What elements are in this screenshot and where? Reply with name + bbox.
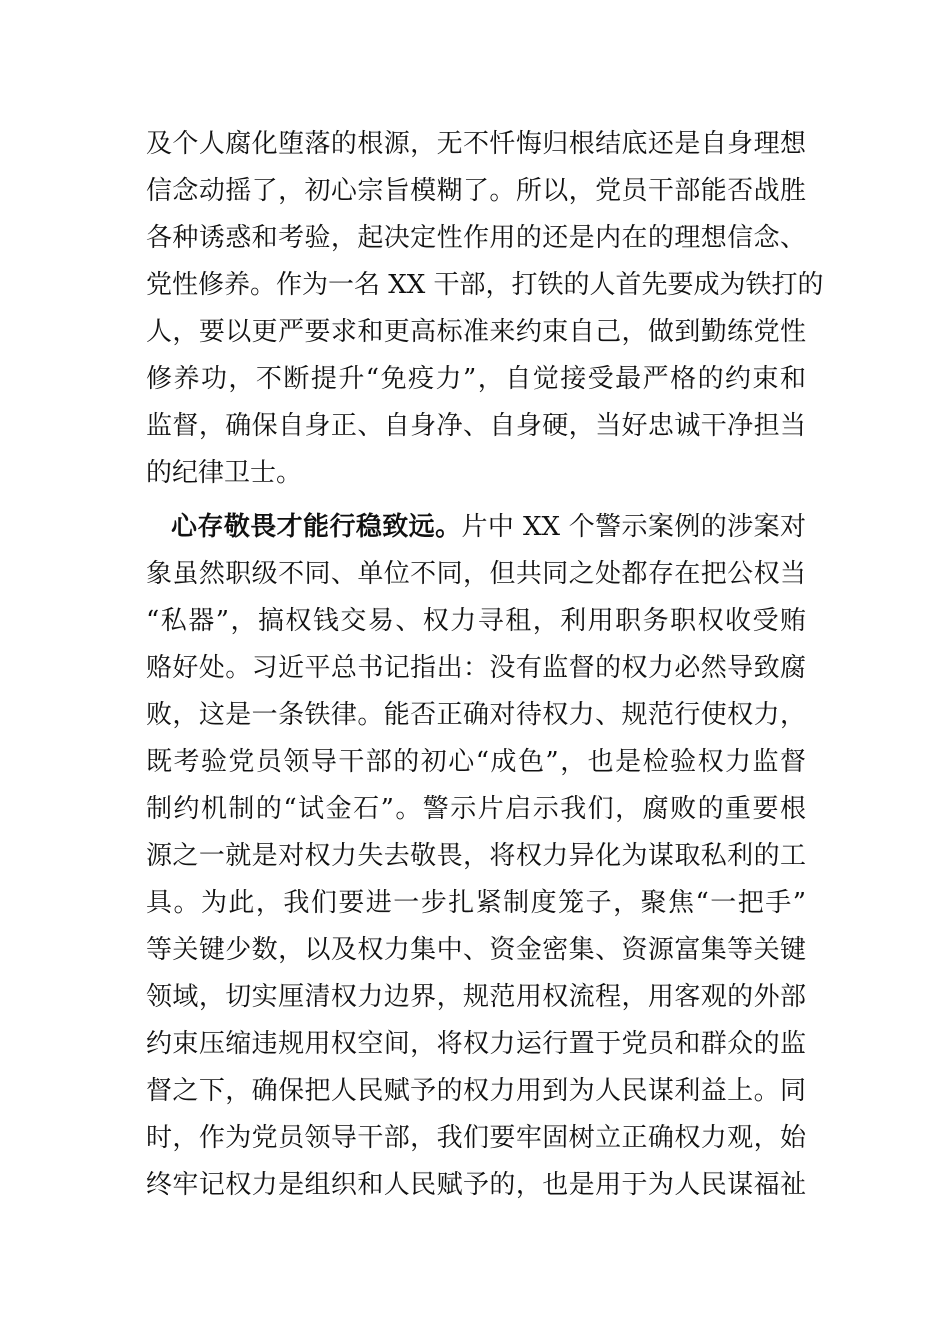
text-line: 及个人腐化堕落的根源，无不忏悔归根结底还是自身理想 — [146, 129, 806, 159]
text-line: 监督，确保自身正、自身净、自身硬，当好忠诚干净担当 — [146, 411, 806, 441]
text-line: 制约机制的“试金石”。警示片启示我们，腐败的重要根 — [146, 794, 806, 824]
text-line: 信念动摇了，初心宗旨模糊了。所以，党员干部能否战胜 — [146, 176, 806, 206]
text-line: 时，作为党员领导干部，我们要牢固树立正确权力观，始 — [146, 1123, 806, 1153]
text-line: 的纪律卫士。 — [146, 458, 303, 488]
text-line: “私器”，搞权钱交易、权力寻租，利用职务职权收受贿 — [146, 606, 806, 636]
text-line: 象虽然职级不同、单位不同，但共同之处都存在把公权当 — [146, 559, 806, 589]
text-line: 各种诱惑和考验，起决定性作用的还是内在的理想信念、 — [146, 223, 806, 253]
text-line: 具。为此，我们要进一步扎紧制度笼子，聚焦“一把手” — [146, 888, 806, 918]
paragraph-heading: 心存敬畏才能行稳致远。 — [171, 512, 462, 542]
text-line: 修养功，不断提升“免疫力”，自觉接受最严格的约束和 — [146, 364, 806, 394]
text-line: 人，要以更严要求和更高标准来约束自己，做到勤练党性 — [146, 317, 806, 347]
text-line: 等关键少数，以及权力集中、资金密集、资源富集等关键 — [146, 935, 806, 965]
text-line: 既考验党员领导干部的初心“成色”，也是检验权力监督 — [146, 747, 806, 777]
text-line: 赂好处。习近平总书记指出：没有监督的权力必然导致腐 — [146, 653, 806, 683]
text-line: 党性修养。作为一名 XX 干部，打铁的人首先要成为铁打的 — [146, 270, 824, 300]
text-line: 终牢记权力是组织和人民赋予的，也是用于为人民谋福祉 — [146, 1170, 806, 1200]
paragraph-first-line — [171, 507, 806, 547]
text-line: 督之下，确保把人民赋予的权力用到为人民谋利益上。同 — [146, 1076, 806, 1106]
text-span: 片中 XX 个警示案例的涉案对 — [461, 512, 806, 542]
text-line: 领域，切实厘清权力边界，规范用权流程，用客观的外部 — [146, 982, 806, 1012]
text-line: 约束压缩违规用权空间，将权力运行置于党员和群众的监 — [146, 1029, 806, 1059]
text-line: 源之一就是对权力失去敬畏，将权力异化为谋取私利的工 — [146, 841, 806, 871]
text-line: 败，这是一条铁律。能否正确对待权力、规范行使权力， — [146, 700, 806, 730]
